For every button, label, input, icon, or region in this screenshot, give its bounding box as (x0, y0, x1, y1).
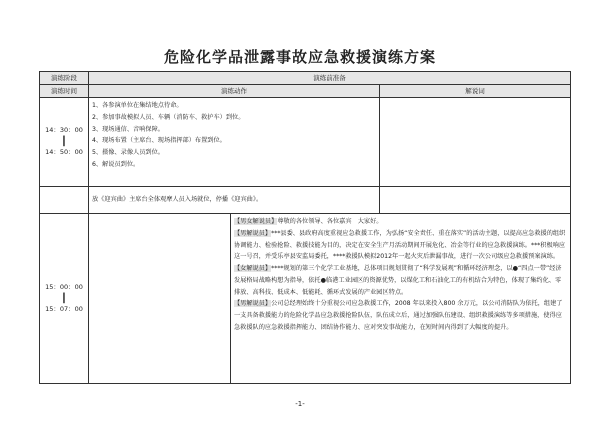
speaker-tag: 【男解说员】 (234, 300, 272, 308)
action-column-header: 演练动作 (89, 85, 380, 98)
speaker-tag: 【男解说员】 (234, 229, 272, 237)
page-title: 危险化学品泄露事故应急救援演练方案 (163, 48, 436, 66)
action-item: 4、现场布置（主席台、现场指挥部）布置到位。 (92, 137, 226, 145)
time-cell (40, 214, 89, 384)
time-cell (40, 187, 89, 214)
speech-paragraph (234, 228, 567, 263)
table-row (40, 214, 571, 384)
speech-paragraph (234, 298, 567, 333)
action-item: 2、参加事故模拟人员、车辆（消防车、救护车）到位。 (92, 113, 245, 121)
time-separator-line: ┃ (61, 137, 67, 147)
speech-text: 尊敬的各位领导、各位嘉宾 大家好。 (277, 218, 383, 225)
page-number: -1- (295, 400, 305, 408)
action-cell (89, 214, 231, 384)
action-item: 3、现场通信、音响保障。 (92, 125, 164, 133)
speech-paragraph (234, 263, 567, 298)
commentary-cell (380, 98, 571, 187)
time-start: 15：00：00 (45, 282, 83, 291)
time-cell (40, 98, 89, 187)
stage-value: 演练前准备 (89, 72, 571, 85)
commentary-speech-cell (231, 214, 571, 384)
welcome-cell: 放《迎宾曲》主席台全体观摩人员入场就位，停播《迎宾曲》。 (89, 187, 380, 214)
commentary-column-header: 解说词 (380, 85, 571, 98)
time-end: 14：50：00 (45, 148, 83, 156)
stage-row (40, 72, 571, 85)
column-header-row (40, 85, 571, 98)
table-row (40, 187, 571, 214)
speech-text: 公司总经理始终十分重视公司应急救援工作，2008 年以来投入800 余万元，以公司消防队为依托，组建了一支具备救援能力的危险化学品应急救援抢险队伍，队伍成立后，通过加强队伍建设、组织救援演练等多项措施，使得应急救援队的应急救援指挥能力、团结协作能力、应对突发事故能力，在短时间内得到了大幅度的提升。 (234, 300, 563, 332)
commentary-cell (380, 187, 571, 214)
action-cell (89, 98, 380, 187)
drill-plan-table (39, 71, 571, 384)
speech-text: ****规划的第三个化学工业基地，总体项目规划贯彻了“科学发展观”和循环经济理念，以●“四点一带”经济发展格局战略构想为指导，依托●临港工业园区的资源优势，以煤化工和石油化工的有机结合为特色，体现了集约化、零排放、高科技、低成本、低能耗、循环式发展的产业园区特点。 (234, 265, 562, 296)
time-end: 15：07：00 (45, 304, 83, 313)
time-separator-line: ┃ (61, 293, 67, 304)
action-item: 1、各参演单位在集结地点待命。 (92, 102, 183, 109)
time-column-header: 演练时间 (40, 85, 89, 98)
speech-paragraph (234, 216, 567, 228)
speech-text: ***县委、县政府高度重视应急救援工作，为弘扬“安全责任、重在落实”的活动主题，以提高应急救援的组织协调能力、检验抢险、救援技能为目的，决定在安全生产月活动期间开展危化、冶金等行业的应急救援演练。***积极响应这一号召，并受乐亭县安监局委托，****救援队模拟2012年一起火灾后泄漏事故，进行一次公司级应急救援预案演练。 (234, 229, 566, 261)
stage-label: 演练阶段 (40, 72, 89, 85)
table-row (40, 98, 571, 187)
speaker-tag: 【女解说员】 (234, 265, 272, 273)
speaker-tag: 【男女解说员】 (234, 218, 278, 225)
action-item: 5、摄像、录像人员到位。 (92, 149, 164, 157)
time-start: 14：30：00 (45, 126, 83, 135)
action-item: 6、解说员到位。 (92, 160, 140, 168)
